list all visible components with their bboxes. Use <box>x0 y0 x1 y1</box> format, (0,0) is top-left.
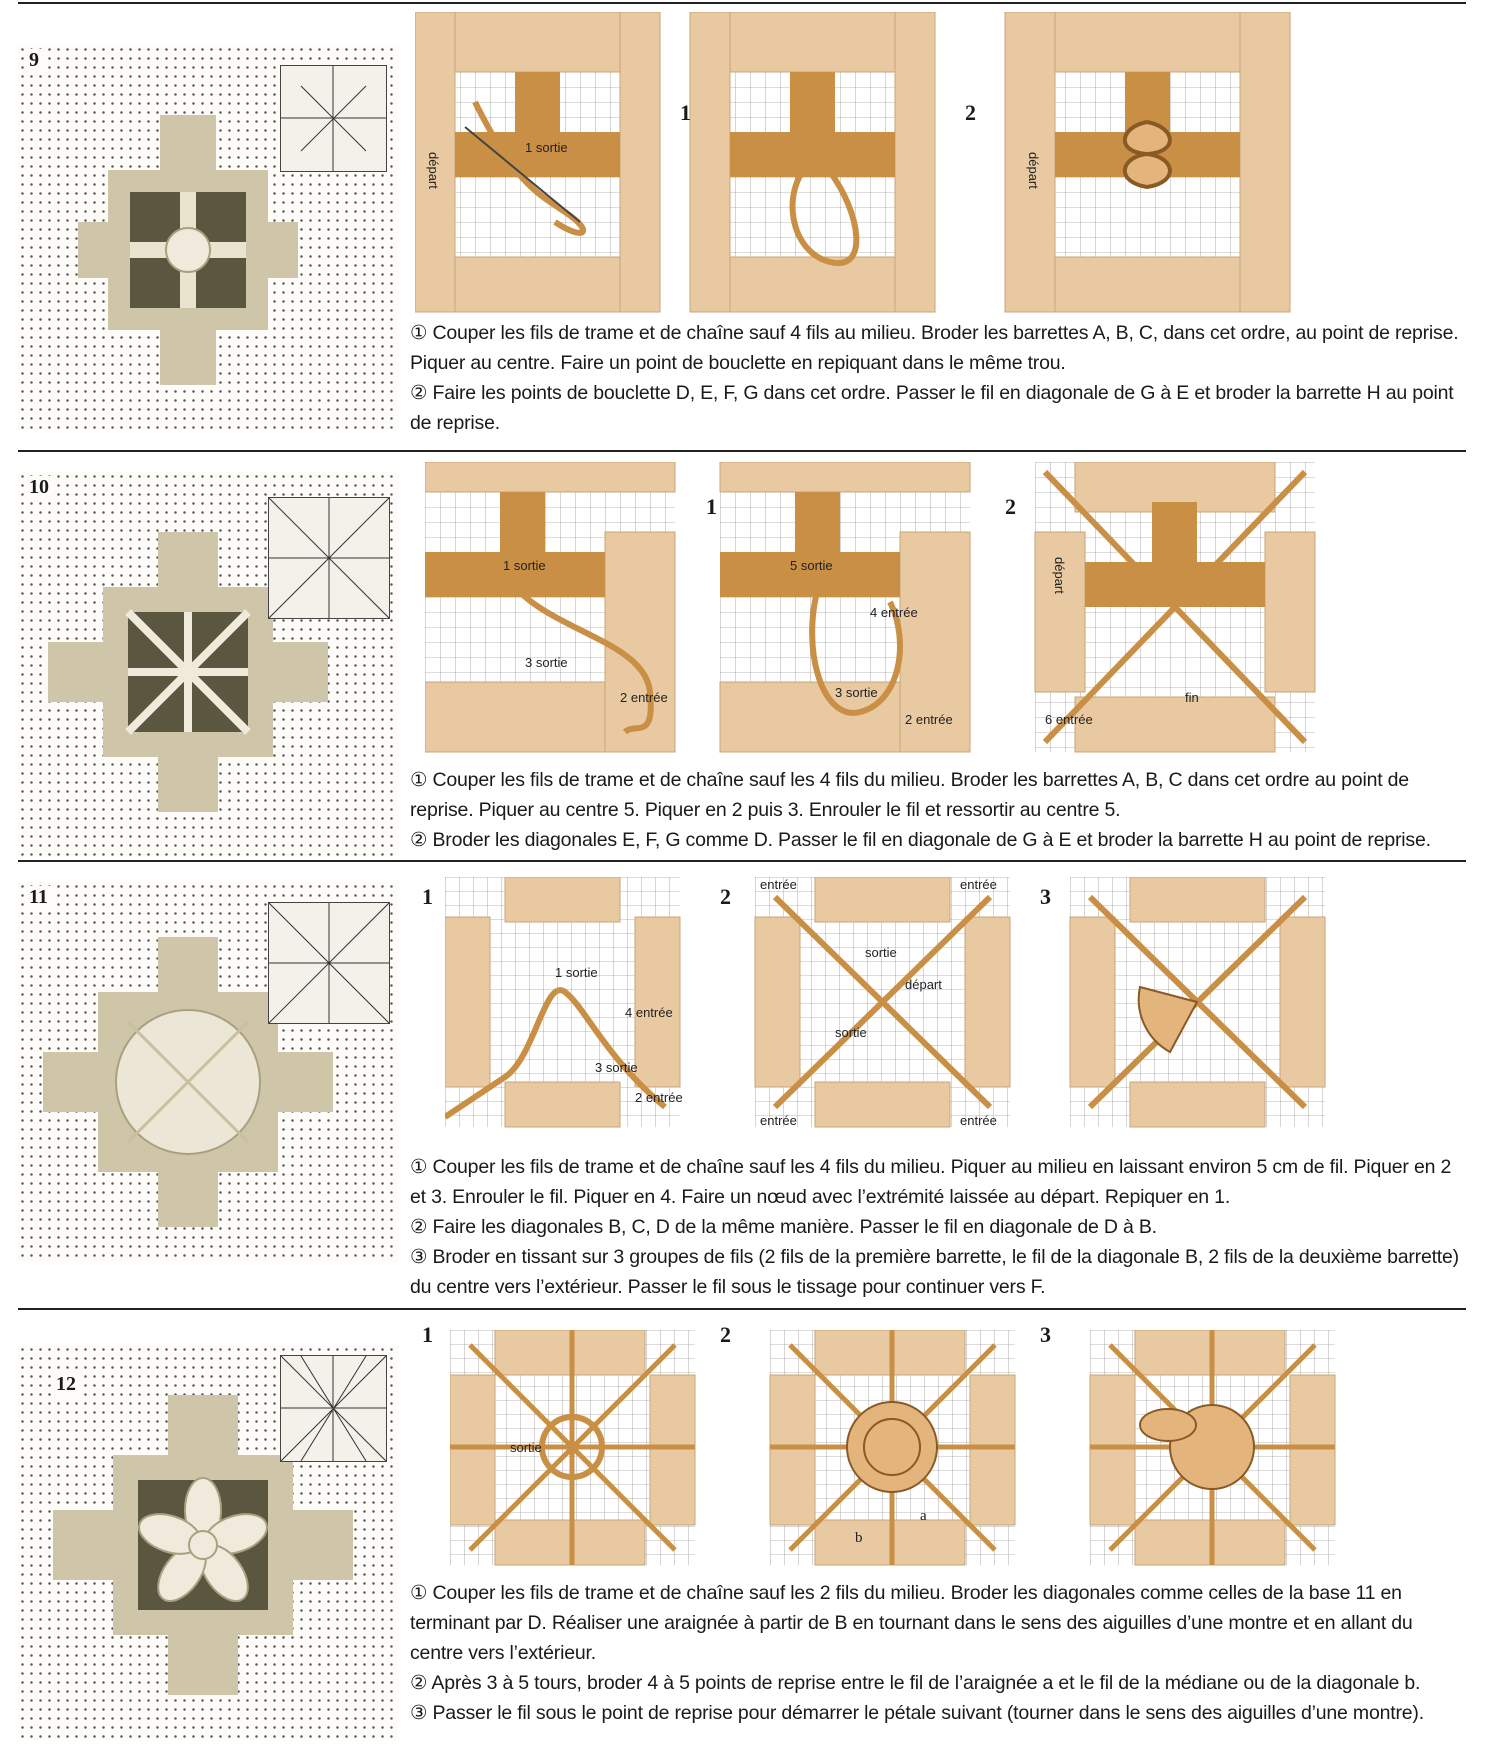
svg-text:1 sortie: 1 sortie <box>525 140 568 155</box>
pattern-chart-icon <box>280 1355 387 1462</box>
instruction-step-2: ② Faire les diagonales B, C, D de la même manière. Passer le fil en diagonale de D à B. <box>410 1216 1157 1238</box>
svg-text:entrée: entrée <box>960 877 997 892</box>
diagram-step-2 <box>755 877 1010 1128</box>
step-number: 3 <box>1040 884 1051 909</box>
svg-text:6 entrée: 6 entrée <box>1045 712 1093 727</box>
section-number: 12 <box>53 1373 79 1396</box>
svg-text:4 entrée: 4 entrée <box>625 1005 673 1020</box>
step-number: 1 <box>706 494 717 519</box>
svg-text:b: b <box>855 1530 863 1546</box>
svg-text:entrée: entrée <box>760 877 797 892</box>
svg-text:2 entrée: 2 entrée <box>905 712 953 727</box>
step-diagrams <box>445 877 1465 1137</box>
svg-text:départ: départ <box>905 977 942 992</box>
svg-text:sortie: sortie <box>835 1025 867 1040</box>
stitch-sample-photo <box>18 45 398 430</box>
stitch-sample-photo <box>18 1345 398 1740</box>
diagram-step-3 <box>1090 1330 1335 1565</box>
section-number: 9 <box>26 49 42 72</box>
pattern-chart-icon <box>280 65 387 172</box>
svg-text:départ: départ <box>1026 152 1041 189</box>
instruction-step-3: ③ Broder en tissant sur 3 groupes de fils (2 fils de la première barrette, le fil de la diagonale B, 2 fils de la deuxième barrette) du centre vers l’extérieur. Passer le fil sous le tissage pour continuer vers F. <box>410 1246 1459 1298</box>
svg-text:départ: départ <box>426 152 441 189</box>
section-number: 11 <box>26 886 51 909</box>
diagram-step-1 <box>450 1330 695 1565</box>
section-number: 10 <box>26 476 52 499</box>
instruction-step-1: ① Couper les fils de trame et de chaîne sauf les 4 fils du milieu. Piquer au milieu en laissant environ 5 cm de fil. Piquer en 2 et 3. Enrouler le fil. Piquer en 4. Faire un nœud avec l’extrémité laissée au départ. Repiquer en 1. <box>410 1156 1452 1208</box>
step-number: 2 <box>965 100 976 125</box>
svg-text:2 entrée: 2 entrée <box>635 1090 683 1105</box>
svg-text:3 sortie: 3 sortie <box>835 685 878 700</box>
svg-text:4 entrée: 4 entrée <box>870 605 918 620</box>
instructions <box>410 1152 1470 1302</box>
step-number: 1 <box>680 100 691 125</box>
stitch-sample-photo <box>18 882 398 1262</box>
instructions <box>410 318 1470 438</box>
pattern-chart-icon <box>268 497 390 619</box>
diagram-step-1 <box>425 462 675 752</box>
svg-text:5 sortie: 5 sortie <box>790 558 833 573</box>
svg-text:sortie: sortie <box>510 1440 542 1455</box>
svg-text:3 sortie: 3 sortie <box>525 655 568 670</box>
svg-text:a: a <box>920 1508 927 1524</box>
stitch-sample-photo <box>18 472 398 857</box>
section-divider <box>18 450 1466 452</box>
diagram-step-1 <box>415 12 660 312</box>
section-divider <box>18 1308 1466 1310</box>
svg-text:départ: départ <box>1052 557 1067 594</box>
instruction-step-2: ② Faire les points de bouclette D, E, F, G dans cet ordre. Passer le fil en diagonale de G à E et broder la barrette H au point de reprise. <box>410 382 1454 434</box>
diagram-step-1 <box>445 877 683 1127</box>
svg-text:entrée: entrée <box>760 1113 797 1128</box>
step-number: 1 <box>422 884 433 909</box>
diagram-step-2 <box>690 12 935 312</box>
diagram-step-2 <box>770 1330 1015 1565</box>
svg-text:sortie: sortie <box>865 945 897 960</box>
step-diagrams <box>415 12 1325 317</box>
instructions <box>410 765 1470 855</box>
instruction-step-3: ③ Passer le fil sous le point de reprise pour démarrer le pétale suivant (tourner dans le sens des aiguilles d’une montre). <box>410 1702 1424 1724</box>
instruction-step-2: ② Après 3 à 5 tours, broder 4 à 5 points de reprise entre le fil de l’araignée a et le fil de la médiane ou de la diagonale b. <box>410 1672 1421 1694</box>
step-diagrams <box>450 1330 1465 1570</box>
instruction-step-1: ① Couper les fils de trame et de chaîne sauf 4 fils au milieu. Broder les barrettes A, B, C, dans cet ordre, au point de reprise. Piquer au centre. Faire un point de bouclette en repiquant dans le même trou. <box>410 322 1459 374</box>
svg-text:entrée: entrée <box>960 1113 997 1128</box>
diagram-step-3 <box>1070 877 1325 1127</box>
instruction-step-1: ① Couper les fils de trame et de chaîne sauf les 4 fils du milieu. Broder les barrettes A, B, C dans cet ordre au point de reprise. Piquer au centre 5. Piquer en 2 puis 3. Enrouler le fil et ressortir au centre 5. <box>410 769 1409 821</box>
instruction-step-2: ② Broder les diagonales E, F, G comme D. Passer le fil en diagonale de G à E et broder la barrette H au point de reprise. <box>410 829 1431 851</box>
svg-text:3 sortie: 3 sortie <box>595 1060 638 1075</box>
instructions <box>410 1578 1470 1728</box>
svg-text:fin: fin <box>1185 690 1199 705</box>
step-number: 1 <box>422 1322 433 1347</box>
diagram-step-3 <box>1035 462 1315 752</box>
instruction-step-1: ① Couper les fils de trame et de chaîne sauf les 2 fils du milieu. Broder les diagonales comme celles de la base 11 en terminant par D. Réaliser une araignée à partir de B en tournant dans le sens des aiguilles d’une montre et en allant du centre vers l’extérieur. <box>410 1582 1413 1664</box>
svg-text:1 sortie: 1 sortie <box>503 558 546 573</box>
top-rule <box>18 2 1466 4</box>
section-divider <box>18 860 1466 862</box>
diagram-step-2 <box>720 462 970 752</box>
step-number: 2 <box>720 884 731 909</box>
diagram-step-3 <box>1005 12 1290 312</box>
step-number: 2 <box>1005 494 1016 519</box>
step-number: 3 <box>1040 1322 1051 1347</box>
step-number: 2 <box>720 1322 731 1347</box>
step-diagrams <box>425 462 1465 762</box>
pattern-chart-icon <box>268 902 390 1024</box>
svg-text:2 entrée: 2 entrée <box>620 690 668 705</box>
svg-text:1 sortie: 1 sortie <box>555 965 598 980</box>
